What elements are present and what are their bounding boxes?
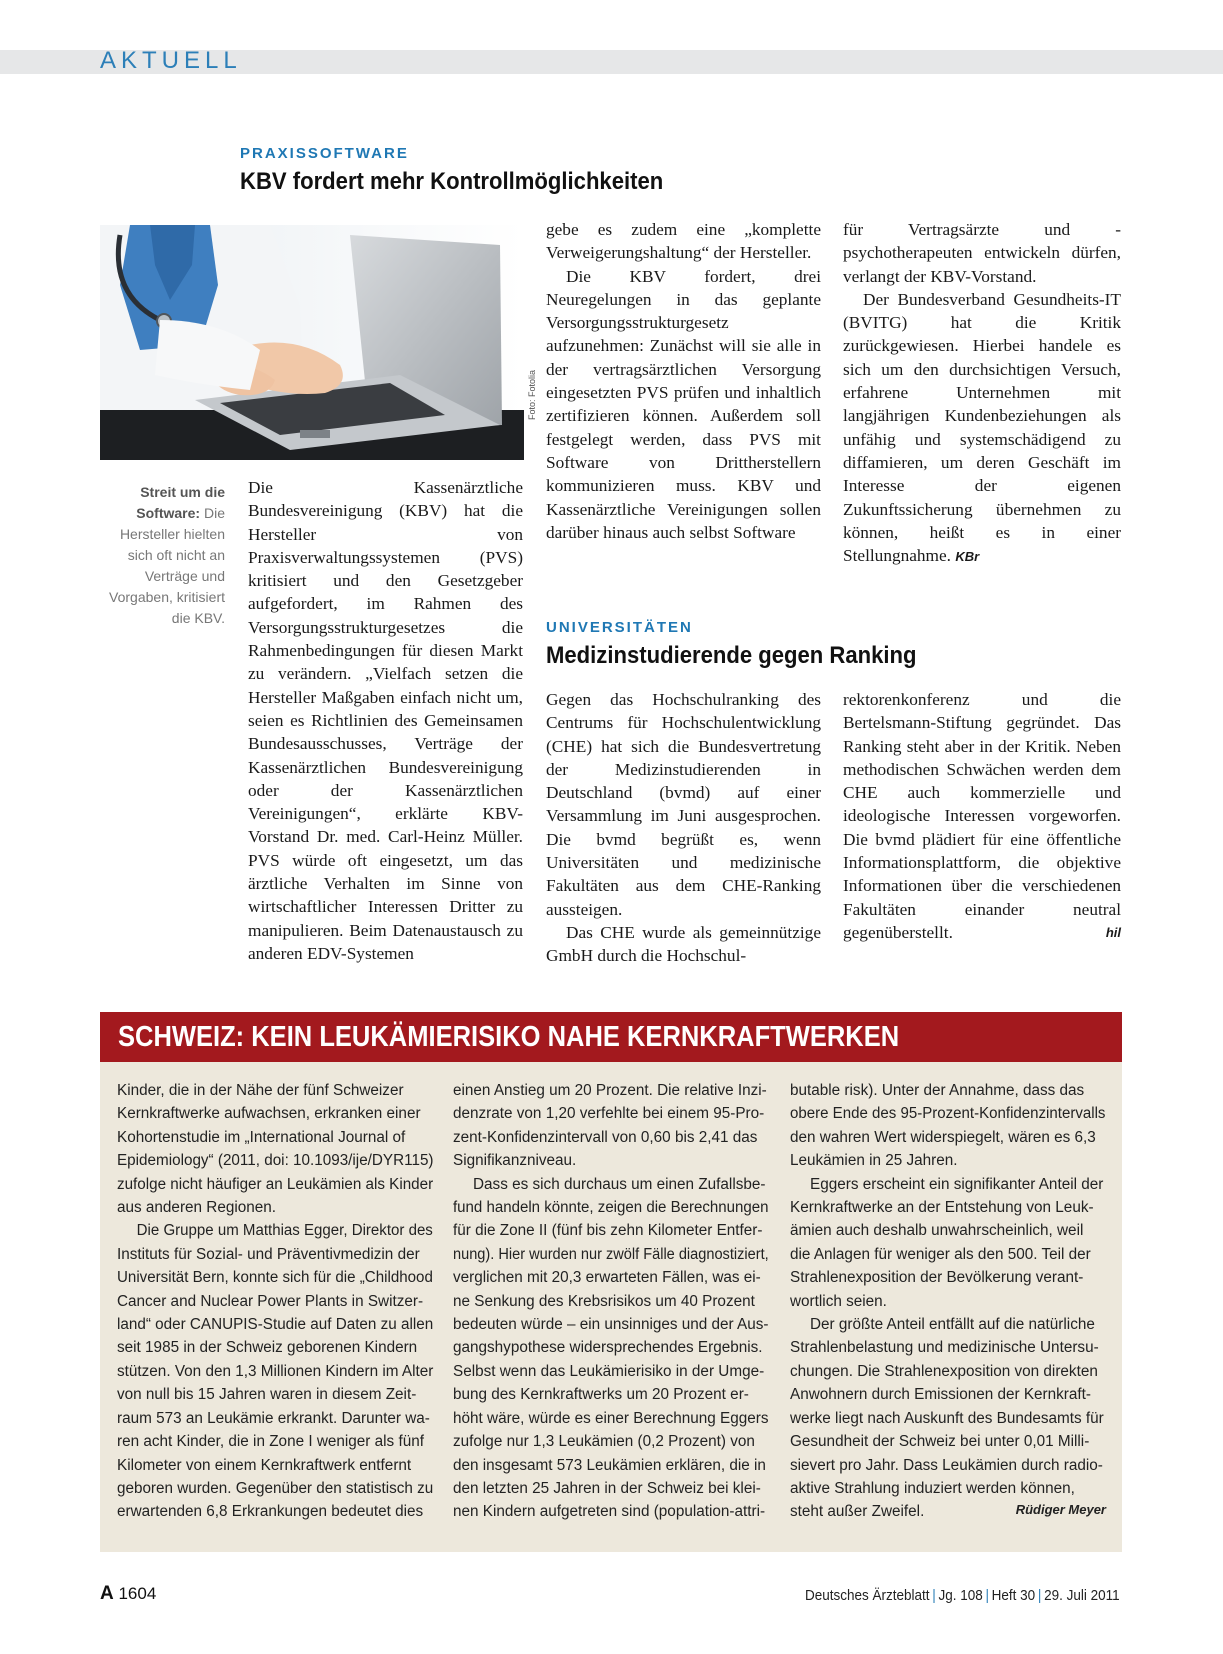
infobox-line: zufolge nur 1,3 Leukämien (0,2 Prozent) von (453, 1433, 755, 1451)
infobox-line: zufolge nicht häufiger an Leukämien als Kinder (117, 1175, 434, 1193)
article1-kicker: PRAXISSOFTWARE (240, 145, 409, 162)
article1-headline: KBV fordert mehr Kontrollmöglichkeiten (240, 168, 664, 195)
infobox-line: Der größte Anteil entfällt auf die natürliche (810, 1316, 1095, 1334)
article2-paragraph: Das CHE wurde als gemeinnützige GmbH durch die Hochschul- (546, 922, 821, 966)
section-label: AKTUELL (100, 47, 242, 74)
infobox-line: gangshypothese widersprechendes Ergebnis. (453, 1339, 763, 1357)
infobox-line: erwartenden 6,8 Erkrankungen bedeutet dies (117, 1503, 424, 1521)
article1-signature: KBr (955, 549, 980, 565)
photo-caption (100, 482, 225, 629)
publication-name: Deutsches Ärzteblatt (805, 1587, 930, 1604)
publication-volume: Jg. 108 (938, 1587, 984, 1604)
infobox-line: Kohortenstudie im „International Journal of (117, 1128, 406, 1146)
infobox-column-2 (453, 1079, 769, 1524)
infobox-line: denzrate von 1,20 verfehlte bei einem 95-Pro- (453, 1105, 765, 1123)
infobox-line: höht wäre, würde es einer Berechnung Eggers (453, 1409, 769, 1427)
infobox-column-1 (117, 1079, 433, 1524)
article2-paragraph: Gegen das Hochschulranking des Centrums für Hochschulentwicklung (CHE) hat sich die Bundesvertretung der Medizinstudierenden in Deutschland (bvmd) auf einer Versammlung im Juni ausgesprochen. Die bvmd begrüßt es, wenn Universitäten und medizinische Fakultäten aus dem CHE-Ranking aussteigen. (546, 690, 821, 919)
infobox-line: werke liegt nach Auskunft des Bundesamts für (790, 1409, 1104, 1427)
infobox-line: raum 573 an Leukämie erkrankt. Darunter wa- (117, 1409, 430, 1427)
photo-credit: Foto: Fotolia (527, 369, 537, 420)
infobox-line: von null bis 15 Jahren waren in diesem Zeit- (117, 1386, 417, 1404)
article1-paragraph (843, 288, 1121, 569)
infobox-line: Epidemiology“ (2011, doi: 10.1093/ije/DYR115) (117, 1152, 434, 1170)
infobox-line: land“ oder CANUPIS-Studie auf Daten zu allen (117, 1316, 434, 1334)
infobox-line: Gesundheit der Schweiz bei unter 0,01 Milli- (790, 1433, 1090, 1451)
article2-column-2 (843, 688, 1121, 944)
infobox-signature: Rüdiger Meyer (1015, 1502, 1106, 1518)
article1-paragraph: für Vertragsärzte und -psychotherapeuten entwickeln dürfen, verlangt der KBV-Vorstand. (843, 220, 1121, 286)
article2-paragraph (843, 688, 1121, 944)
infobox-line: den letzten 25 Jahren in der Schweiz bei klei- (453, 1479, 761, 1497)
infobox-line: Kilometer von einem Kernkraftwerk entfernt (117, 1456, 412, 1474)
article2-column-1 (546, 688, 821, 968)
infobox-line: stützen. Von den 1,3 Millionen Kindern im Alter (117, 1362, 434, 1380)
infobox-line: sievert pro Jahr. Dass Leukämien durch radio- (790, 1456, 1103, 1474)
infobox-line: Strahlenbelastung und medizinische Untersu- (790, 1339, 1099, 1357)
article1-paragraph: Die Kassenärztliche Bundesvereinigung (KBV) hat die Hersteller von Praxisverwaltungssystemen (PVS) kritisiert und den Gesetzgeber aufgefordert, im Rahmen des Versorgungsstrukturgesetzes die Rahmenbedingungen für diesen Markt zu verändern. „Vielfach setzen die Hersteller Maßgaben einfach nicht um, seien es Richtlinien des Gemeinsamen Bundesausschusses, Verträge der Kassenärztlichen Bundesvereinigung oder der Kassenärztlichen Vereinigungen“, erklärte KBV-Vorstand Dr. med. Carl-Heinz Müller. PVS würde oft eingesetzt, um das ärztliche Verhalten im Sinne von wirtschaftlicher Interessen Dritter zu manipulieren. Beim Datenaustausch zu anderen EDV-Systemen (248, 478, 523, 963)
infobox-line: den insgesamt 573 Leukämien erklären, die in (453, 1456, 766, 1474)
article1-column-2 (546, 218, 821, 544)
page-number (100, 1583, 156, 1605)
infobox-line: wortlich seien. (790, 1292, 887, 1310)
article2-last-text: rektorenkonferenz und die Bertelsmann-Stiftung gegründet. Das Ranking steht aber in der Kritik. Neben methodischen Schwächen werden dem CHE auch kommerzielle und ideologische Interessen vorgeworfen. Die bvmd plädiert für eine öffentliche Informationsplattform, die objektive Informationen über die verschiedenen Fakultäten einander neutral gegenüberstellt. (843, 690, 1121, 942)
article1-column-1 (248, 476, 523, 965)
infobox-line: Signifikanzniveau. (453, 1152, 577, 1170)
infobox-line: Strahlenexposition der Bevölkerung verant- (790, 1269, 1084, 1287)
infobox-line: ren acht Kinder, die in Zone I weniger als fünf (117, 1433, 424, 1451)
infobox-line: Eggers erscheint ein signifikanter Anteil der (810, 1175, 1104, 1193)
page-letter: A (100, 1583, 114, 1604)
infobox-line: Instituts für Sozial- und Präventivmedizin der (117, 1245, 420, 1263)
infobox-line: Kinder, die in der Nähe der fünf Schweizer (117, 1082, 404, 1099)
infobox-line: ne Senkung des Krebsrisikos um 40 Prozent (453, 1292, 755, 1310)
article1-last-text: Der Bundesverband Gesundheits-IT (BVITG) hat die Kritik zurückgewiesen. Hierbei handele es sich um den durchsichtigen Versuch, erfahrene Unternehmen mit langjährigen Kundenbeziehungen als unfähig und systemschädigend zu diffamieren, um deren Geschäft im Interesse der eigenen Zukunftssicherung übernehmen zu können, heißt es in einer Stellungnahme. (843, 289, 1121, 566)
infobox-line: den wahren Wert widerspiegelt, wären es 6,3 (790, 1128, 1096, 1146)
infobox-line: Die Gruppe um Matthias Egger, Direktor des (136, 1222, 433, 1240)
infobox-line: aktive Strahlung induziert werden können, (790, 1479, 1075, 1497)
publication-date: 29. Juli 2011 (1044, 1587, 1120, 1604)
infobox-line: seit 1985 in der Schweiz geborenen Kindern (117, 1339, 418, 1357)
infobox-line: zent-Konfidenzintervall von 0,60 bis 2,41 das (453, 1128, 758, 1146)
infobox-line: einen Anstieg um 20 Prozent. Die relative Inzi- (453, 1082, 767, 1099)
infobox-line: aus anderen Regionen. (117, 1199, 277, 1217)
infobox-line: fund handeln könnte, zeigen die Berechnungen (453, 1199, 769, 1217)
infobox-line: bung des Kernkraftwerks um 20 Prozent er- (453, 1386, 749, 1404)
infobox-line: steht außer Zweifel. (790, 1503, 925, 1521)
infobox-line: Anwohnern durch Emissionen der Kernkraft- (790, 1386, 1091, 1404)
infobox-line: Dass es sich durchaus um einen Zufallsbe- (473, 1175, 766, 1193)
publication-info: Deutsches Ärzteblatt | Jg. 108 | Heft 30 | 29. Juli 2011 (805, 1587, 1120, 1604)
article1-column-3 (843, 218, 1121, 568)
infobox-line: die Anlagen für weniger als den 500. Teil der (790, 1245, 1091, 1263)
infobox-line: Kernkraftwerke aufwachsen, erkranken einer (117, 1105, 421, 1123)
infobox-title: SCHWEIZ: KEIN LEUKÄMIERISIKO NAHE KERNKRAFTWERKEN (118, 1021, 900, 1053)
article1-paragraph: gebe es zudem eine „komplette Verweigerungshaltung“ der Hersteller. (546, 220, 821, 263)
caption-bold: Streit um die Software: (136, 484, 225, 521)
infobox-line: butable risk). Unter der Annahme, dass das (790, 1082, 1085, 1099)
infobox-column-3 (790, 1079, 1106, 1524)
article2-kicker: UNIVERSITÄTEN (546, 619, 693, 636)
infobox-line: Universität Bern, konnte sich für die „Childhood (117, 1269, 433, 1287)
infobox-line: nung). Hier wurden nur zwölf Fälle diagnostiziert, (453, 1245, 769, 1263)
infobox-line: obere Ende des 95-Prozent-Konfidenzintervalls (790, 1105, 1106, 1123)
publication-issue: Heft 30 (991, 1587, 1036, 1604)
infobox-line: für die Zone II (fünf bis zehn Kilometer Entfer- (453, 1222, 763, 1240)
infobox-line: bedeuten würde – ein unsinniges und der Aus- (453, 1316, 769, 1334)
page-number-value: 1604 (118, 1584, 157, 1603)
article2-headline: Medizinstudierende gegen Ranking (546, 642, 917, 669)
infobox-line: geboren wurden. Gegenüber den statistisch zu (117, 1479, 434, 1497)
doctor-laptop-illustration (100, 225, 524, 460)
infobox-line: nen Kindern aufgetreten sind (population-attri- (453, 1503, 766, 1521)
caption-text: Die Hersteller hielten sich oft nicht an Verträge und Vorgaben, kritisiert die KBV. (109, 505, 225, 626)
infobox-line: ämien auch deshalb unwahrscheinlich, weil (790, 1222, 1084, 1240)
article2-signature: hil (1105, 924, 1121, 940)
infobox-line: verglichen mit 20,3 erwarteten Fällen, was ei- (453, 1269, 761, 1287)
article1-photo (100, 225, 524, 460)
infobox-line: chungen. Die Strahlenexposition von direkten (790, 1362, 1098, 1380)
infobox-line: Kernkraftwerke an der Entstehung von Leuk- (790, 1199, 1094, 1217)
article1-paragraph: Die KBV fordert, drei Neuregelungen in das geplante Versorgungsstrukturgesetz aufzunehmen: Zunächst will sie alle in der vertragsärztlichen Versorgung eingesetzten PVS prüfen und inhaltlich zertifizieren können. Außerdem soll festgelegt werden, dass PVS mit Software von Drittherstellern kommunizieren muss. KBV und Kassenärztliche Vereinigungen sollen darüber hinaus auch selbst Software (546, 266, 821, 542)
infobox-line: Leukämien in 25 Jahren. (790, 1152, 958, 1170)
infobox-line: Selbst wenn das Leukämierisiko in der Umge- (453, 1362, 765, 1380)
infobox-line: Cancer and Nuclear Power Plants in Switzer- (117, 1292, 424, 1310)
